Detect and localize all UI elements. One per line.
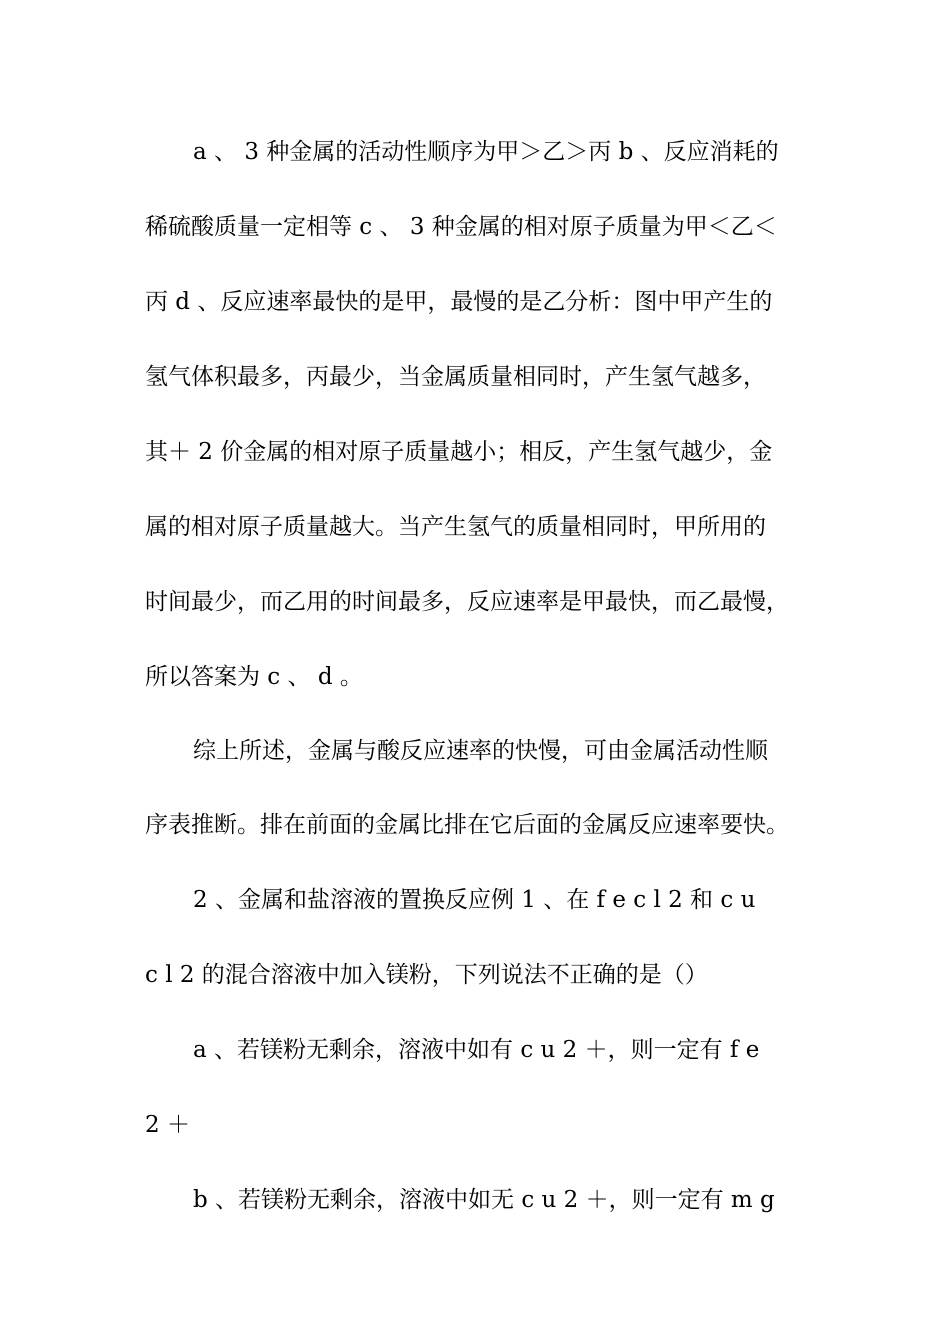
paragraph-line: 综上所述，金属与酸反应速率的快慢，可由金属活动性顺 xyxy=(193,738,768,764)
paragraph-line: c l 2 的混合溶液中加入镁粉，下列说法不正确的是（） xyxy=(145,962,708,988)
paragraph-line: a 、 3 种金属的活动性顺序为甲＞乙＞丙 b 、反应消耗的 xyxy=(193,139,779,165)
paragraph-line: 2 、金属和盐溶液的置换反应例 1 、在 f e c l 2 和 c u xyxy=(193,887,756,913)
paragraph-line: b 、若镁粉无剩余，溶液中如无 c u 2 ＋，则一定有 m g xyxy=(193,1187,775,1213)
paragraph-line: 2 ＋ xyxy=(145,1112,190,1138)
paragraph-line: 所以答案为 c 、 d 。 xyxy=(145,664,363,690)
paragraph-line: 时间最少，而乙用的时间最多，反应速率是甲最快，而乙最慢， xyxy=(145,589,789,615)
paragraph-line: 氢气体积最多，丙最少，当金属质量相同时，产生氢气越多， xyxy=(145,364,766,390)
paragraph-line: 序表推断。排在前面的金属比排在它后面的金属反应速率要快。 xyxy=(145,812,789,838)
paragraph-line: a 、若镁粉无剩余，溶液中如有 c u 2 ＋，则一定有 f e xyxy=(193,1037,760,1063)
paragraph-line: 属的相对原子质量越大。当产生氢气的质量相同时，甲所用的 xyxy=(145,514,766,540)
paragraph-line: 稀硫酸质量一定相等 c 、 3 种金属的相对原子质量为甲＜乙＜ xyxy=(145,214,777,240)
paragraph-line: 其＋ 2 价金属的相对原子质量越小；相反，产生氢气越少，金 xyxy=(145,439,773,465)
paragraph-line: 丙 d 、反应速率最快的是甲，最慢的是乙分析：图中甲产生的 xyxy=(145,289,773,315)
